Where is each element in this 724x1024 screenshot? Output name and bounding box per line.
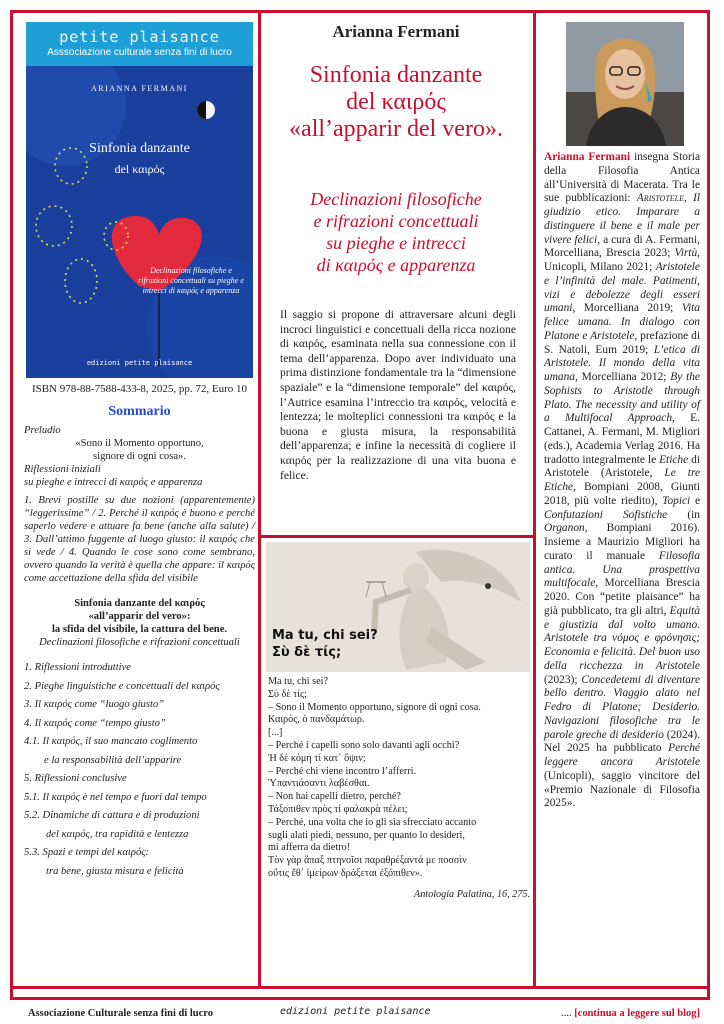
- main-title-line: Sinfonia danzante: [309, 62, 483, 88]
- publisher-header: [26, 22, 253, 66]
- book-cover: [26, 66, 253, 378]
- epigram-line: – Perché chi viene incontro l’afferri.: [268, 765, 417, 777]
- epigram-line: Καιρός, ὁ πανδαμάτωρ.: [268, 714, 365, 726]
- preludio-quote-1: «Sono il Momento opportuno,: [75, 438, 204, 449]
- epigram-line: mi afferra da dietro!: [268, 842, 351, 854]
- continue-reading-link[interactable]: [continua a leggere sul blog]: [574, 1008, 700, 1019]
- author-bio: [544, 151, 700, 811]
- toc-item: del καιρός, tra rapidità e lentezza: [46, 828, 189, 840]
- epigram-line: – Non hai capelli dietro, perché?: [268, 791, 401, 803]
- isbn-info: ISBN 978-88-7588-433-8, 2025, pp. 72, Euro 10: [31, 383, 248, 395]
- toc-item: 5.1. Il καιρός è nel tempo e fuori dal tempo: [24, 791, 207, 803]
- bio-text: Morcelliana 2019;: [575, 302, 682, 315]
- sommario-heading: Sommario: [108, 404, 171, 419]
- bio-text: Vita felice umana. In dialogo con Platone e Aristotele,: [544, 302, 700, 342]
- footer-continue: [561, 1008, 700, 1019]
- bio-text: (2024). Nel 2025 ha pubblicato: [544, 728, 700, 755]
- kairos-relief-image: [266, 542, 530, 672]
- bio-text: (2023);: [544, 673, 582, 686]
- relief-question: Ma tu, chi sei?: [272, 628, 378, 643]
- bio-text: , Il giudizio etico. Imparare a distinguere il bene e il male per vivere felici,: [544, 192, 700, 246]
- footer-publisher: edizioni petite plaisance: [280, 1006, 431, 1017]
- epigram-line: Τὸν γὰρ ἅπαξ πτηνοῖσι παραθρέξαντά με ποσσὶν: [268, 855, 467, 867]
- cover-blurb: Declinazioni filosofiche e rifrazioni concettuali su pieghe e intrecci di καιρός e apparenza: [138, 266, 244, 295]
- author-name: Arianna Fermani: [332, 22, 460, 41]
- bio-text: E. Cattanei, A. Fermani, M. Migliori (eds.), Academia Verlag 2016. Ha tradotto integralmente le: [544, 412, 700, 466]
- riflessioni-items: 1. Brevi postille su due nozioni (apparentemente) “leggerissime” / 2. Perché il καιρός è buono e perché saperlo vedere e attuare fa bene (anche alla salute) / 3. Dall’attimo fuggente al luogo giusto: il καιρός che si vede / 4. Quando le cose sono come sembrano, ovvero quando la verità è quella che appare: il καιρός come accettazione della sfida del visibile: [24, 495, 255, 584]
- footer-association: Associazione Culturale senza fini di lucro: [28, 1008, 214, 1019]
- epigram-line: sugli alati piedi, nessuno, per quanto lo desideri,: [268, 829, 465, 841]
- subtitle-line: di καιρός e apparenza: [316, 255, 476, 275]
- toc-item: 5.2. Dinamiche di cattura e di produzioni: [24, 810, 200, 821]
- bio-text: Topici: [662, 494, 691, 507]
- riflessioni-iniziali: Riflessioni iniziali: [24, 464, 101, 475]
- column-divider-left: [258, 10, 261, 986]
- epigram-line: – Perché i capelli sono solo davanti agli occhi?: [268, 739, 460, 751]
- toc-item: 2. Pieghe linguistiche e concettuali del καιρός: [24, 680, 220, 692]
- cover-title-2: del καιρός: [114, 162, 165, 176]
- bio-text: prefazione di S. Natoli, Eum 2019;: [544, 329, 700, 356]
- bio-text: Bompiani 2008, Giunti 2018, più volte riedito),: [544, 481, 700, 507]
- bio-text: Filosofia antica. Una prospettiva multifocale,: [544, 549, 700, 590]
- bio-text: Morcelliana 2012;: [577, 371, 671, 383]
- epigram-line: Ἡ δὲ κόμη τί κατ᾽ ὄψιν;: [268, 752, 366, 764]
- publisher-brand: petite plaisance: [59, 28, 220, 46]
- epigram-line: [...]: [268, 727, 283, 739]
- bio-text: Etiche: [659, 453, 689, 466]
- bio-name: Arianna Fermani: [544, 151, 631, 163]
- center-divider: [258, 535, 536, 538]
- toc-item: e la responsabilità dell’apparire: [44, 754, 182, 766]
- abstract: Il saggio si propone di attraversare alcuni degli incroci linguistici e concettuali della ricca nozione di καιρός, esaminata nella sua connessione con il tema dell’apparenza. Dopo aver individuato una prima distinzione fondamentale tra la “dimensione spaziale” e la “dimensione temporale” del καιρός, l’Autrice esamina l’intreccio tra καιρός, velocità e lentezza; le molteplici connessioni tra καιρός e la buona e giusta misura, la responsabilità dell’apparenza; e infine la necessità di cogliere il καιρός per la realizzazione di una vita buona e felice.: [280, 308, 516, 482]
- bio-text: Aristotele e l’infinità del male. Patimenti, vizi e debolezze degli esseri umani,: [544, 261, 700, 315]
- toc-item: 4. Il καιρός come “tempo giusto”: [24, 717, 166, 729]
- epigram-line: Ὑπαντιάσαντι λαβέσθαι.: [268, 778, 370, 790]
- bio-text: Aristotele: [636, 192, 684, 205]
- cover-artwork: [26, 66, 253, 378]
- epigram-line: Ma tu, chi sei?: [268, 676, 328, 687]
- main-title-line: del καιρός: [346, 89, 446, 115]
- bio-text: Bompiani 2016). Insieme a Maurizio Migliori ha curato il manuale: [544, 522, 700, 562]
- cover-publisher: edizioni petite plaisance: [86, 359, 193, 367]
- main-title: [262, 62, 530, 143]
- table-of-contents: [24, 659, 255, 881]
- bio-text: Perché leggere ancora Aristotele: [544, 742, 700, 768]
- subtitle-line: Declinazioni filosofiche: [310, 189, 482, 209]
- bio-text: Le tre Etiche,: [544, 467, 701, 493]
- bio-text: By the Sophists to Aristotle through Plato. The necessity and utility of a Multifocal Approach,: [544, 371, 700, 425]
- footer-divider: [10, 986, 710, 989]
- relief-question-greek: Σὺ δὲ τίς;: [272, 645, 342, 660]
- section-subtitle: Declinazioni filosofiche e rifrazioni concettuali: [39, 637, 240, 648]
- bio-text: insegna Storia della Filosofia Antica all’Università di Macerata. Tra le sue pubblicazioni:: [544, 151, 700, 205]
- bio-text: Organon,: [544, 522, 588, 535]
- bio-text: Virtù,: [674, 247, 700, 260]
- author-photo: [566, 22, 684, 146]
- footer-ellipsis: ....: [561, 1008, 572, 1019]
- cover-author: ARIANNA FERMANI: [91, 84, 188, 93]
- subtitle: [262, 188, 530, 276]
- epigram-line: – Perché, una volta che io gli sia sfrecciato accanto: [268, 816, 477, 828]
- bio-text: e: [690, 494, 700, 507]
- toc-item: 1. Riflessioni introduttive: [24, 662, 132, 673]
- toc-item: 5. Riflessioni conclusive: [24, 773, 127, 784]
- bio-text: Unicopli, Milano 2021;: [544, 261, 656, 273]
- subtitle-line: e rifrazioni concettuali: [313, 211, 479, 231]
- bio-text: (in: [667, 508, 700, 521]
- preludio-label: Preludio: [24, 425, 61, 436]
- author-portrait: [566, 22, 684, 146]
- cover-title: Sinfonia danzante: [89, 141, 190, 156]
- section-title-3: la sfida del visibile, la cattura del bene.: [51, 624, 228, 635]
- toc-item: tra bene, giusta misura e felicità: [46, 865, 184, 877]
- section-title-2: «all’apparir del vero»:: [88, 611, 191, 622]
- bio-text: (Unicopli), saggio vincitore del «Premio Nazionale di Filosofia 2025».: [544, 769, 700, 810]
- sommario-body: [24, 424, 255, 881]
- bio-text: Morcelliana Brescia 2020. Con “petite plaisance” ha già pubblicato, tra gli altri,: [544, 577, 700, 617]
- bio-text: L’etica di Aristotele. Il mondo della vita umana,: [544, 343, 700, 383]
- toc-item: 4.1. Il καιρός, il suo mancato coglimento: [24, 736, 198, 747]
- epigram-line: Σὺ δὲ τίς;: [268, 688, 307, 700]
- riflessioni-sub: su pieghe e intrecci di καιρός e apparenza: [24, 477, 203, 488]
- bio-text: di Aristotele (Aristotele,: [544, 453, 700, 480]
- epigram-source: Antologia Palatina, 16, 275.: [413, 888, 530, 900]
- bio-text: Equità e giustizia dal volto umano. Aristotele tra νόμος e φρόνησις; Economia e felicità. Del buon uso della ricchezza in Aristotele: [544, 604, 700, 672]
- subtitle-line: su pieghe e intrecci: [326, 233, 466, 253]
- toc-item: 3. Il καιρός come “luogo giusto”: [24, 699, 165, 710]
- section-title-1: Sinfonia danzante del καιρός: [74, 598, 205, 609]
- preludio-quote-2: signore di ogni cosa».: [93, 451, 186, 462]
- publisher-subtitle: Asssociazione culturale senza fini di lucro: [47, 47, 232, 58]
- epigram-line: Τάξοπιθεν πρὸς τί φαλακρὰ πέλει;: [268, 803, 408, 815]
- bio-text: Concedetemi di diventare bello dentro. Viaggio alato nel Fedro di Platone; Desiderio. Navigazioni filosofiche tra le parole greche di desiderio: [544, 673, 700, 741]
- bio-text: Confutazioni Sofistiche: [544, 508, 668, 521]
- column-divider-right: [533, 10, 536, 986]
- epigram-line: – Sono il Momento opportuno, signore di ogni cosa.: [268, 701, 481, 713]
- main-title-line: «all’apparir del vero».: [289, 116, 503, 142]
- epigram-line: οὔτις ἔθ᾽ ἱμείρων δράξεται ἐξόπιθεν».: [268, 867, 423, 879]
- bio-text: a cura di A. Fermani, Morcelliana, Brescia 2023;: [544, 233, 700, 260]
- epigram: [268, 676, 530, 902]
- toc-item: 5.3. Spazi e tempi del καιρός:: [24, 847, 150, 858]
